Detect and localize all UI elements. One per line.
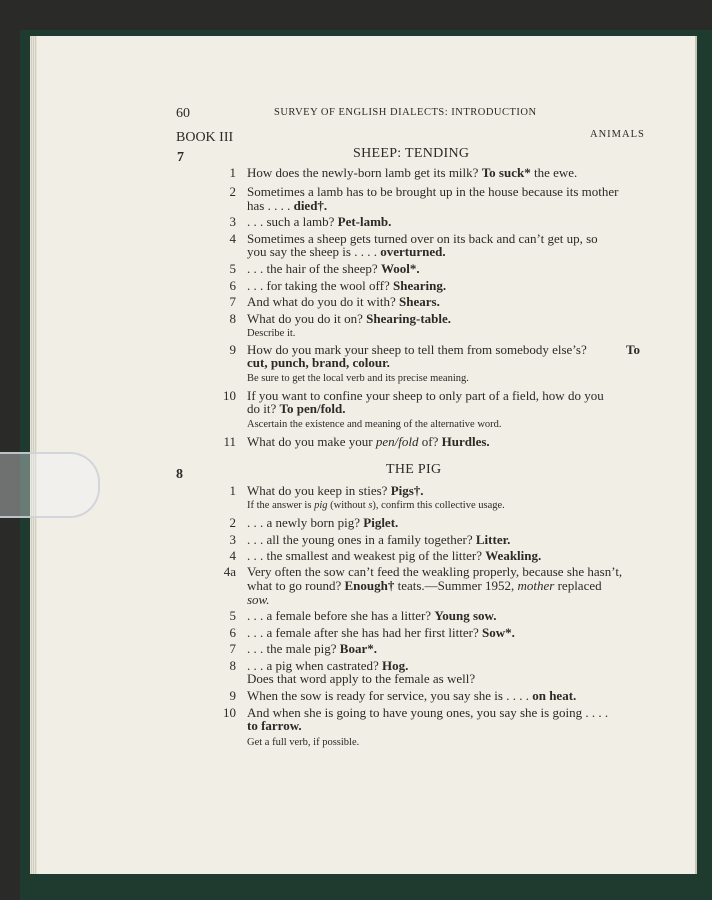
question-text: How do you mark your sheep to tell them from somebody else’s? bbox=[247, 342, 587, 357]
question-number: 6 bbox=[229, 278, 236, 293]
question-number: 4 bbox=[229, 548, 236, 563]
question-text: Does that word apply to the female as well? bbox=[247, 671, 476, 686]
question-text: what to go round? Enough† teats.—Summer 1952, mother replaced bbox=[247, 578, 602, 593]
section-title: THE PIG bbox=[386, 462, 442, 477]
question-note: Describe it. bbox=[247, 328, 296, 339]
page-clip bbox=[0, 452, 100, 518]
question-number: 11 bbox=[223, 434, 236, 449]
question-number: 1 bbox=[229, 483, 236, 498]
question-text: Very often the sow can’t feed the weakling properly, because she hasn’t, bbox=[247, 564, 623, 579]
page bbox=[36, 36, 696, 874]
question-text: . . . a pig when castrated? Hog. bbox=[247, 658, 409, 673]
question-text: And when she is going to have young ones, you say she is going . . . . bbox=[247, 705, 609, 720]
question-number: 6 bbox=[229, 625, 236, 640]
question-number: 4a bbox=[223, 564, 236, 579]
question-number: 10 bbox=[223, 388, 236, 403]
question-number: 5 bbox=[229, 261, 236, 276]
question-text: When the sow is ready for service, you say she is . . . . on heat. bbox=[247, 688, 577, 703]
question-text: How does the newly-born lamb get its milk? To suck* the ewe. bbox=[247, 165, 578, 180]
question-number: 2 bbox=[229, 184, 236, 199]
question-number: 7 bbox=[229, 641, 236, 656]
question-text: has . . . . died†. bbox=[247, 198, 328, 213]
question-text: Sometimes a lamb has to be brought up in the house because its mother bbox=[247, 184, 619, 199]
page-number: 60 bbox=[176, 106, 190, 121]
answer-text: to farrow. bbox=[247, 718, 302, 733]
question-text: . . . a female before she has a litter? Young sow. bbox=[247, 608, 497, 623]
answer-text: To bbox=[626, 342, 640, 357]
question-number: 9 bbox=[229, 688, 236, 703]
question-text: . . . a newly born pig? Piglet. bbox=[247, 515, 399, 530]
question-text: . . . a female after she has had her first litter? Sow*. bbox=[247, 625, 515, 640]
question-text: do it? To pen/fold. bbox=[247, 401, 346, 416]
question-note: If the answer is pig (without s), confirm this collective usage. bbox=[247, 500, 505, 511]
section-title: SHEEP: TENDING bbox=[353, 146, 470, 161]
question-number: 3 bbox=[229, 532, 236, 547]
question-text: . . . all the young ones in a family together? Litter. bbox=[247, 532, 511, 547]
question-text: And what do you do it with? Shears. bbox=[247, 294, 440, 309]
book-label: BOOK III bbox=[176, 130, 234, 145]
question-number: 10 bbox=[223, 705, 236, 720]
question-text: . . . such a lamb? Pet-lamb. bbox=[247, 214, 392, 229]
question-text: . . . the male pig? Boar*. bbox=[247, 641, 377, 656]
gutter-shadow bbox=[695, 36, 697, 874]
section-number: 7 bbox=[177, 150, 184, 165]
question-text: . . . for taking the wool off? Shearing. bbox=[247, 278, 447, 293]
question-number: 1 bbox=[229, 165, 236, 180]
question-number: 8 bbox=[229, 658, 236, 673]
answer-text: cut, punch, brand, colour. bbox=[247, 355, 390, 370]
question-number: 5 bbox=[229, 608, 236, 623]
question-text: What do you keep in sties? Pigs†. bbox=[247, 483, 424, 498]
question-text: . . . the hair of the sheep? Wool*. bbox=[247, 261, 420, 276]
question-number: 9 bbox=[229, 342, 236, 357]
question-text: If you want to confine your sheep to only part of a field, how do you bbox=[247, 388, 604, 403]
question-note: Ascertain the existence and meaning of the alternative word. bbox=[247, 419, 502, 430]
question-text: Sometimes a sheep gets turned over on its back and can’t get up, so bbox=[247, 231, 598, 246]
question-number: 2 bbox=[229, 515, 236, 530]
running-title: SURVEY OF ENGLISH DIALECTS: INTRODUCTION bbox=[274, 107, 537, 118]
section-label: ANIMALS bbox=[590, 129, 645, 140]
question-number: 8 bbox=[229, 311, 236, 326]
question-text: you say the sheep is . . . . overturned. bbox=[247, 244, 446, 259]
question-number: 4 bbox=[229, 231, 236, 246]
question-text: sow. bbox=[247, 592, 270, 607]
question-text: . . . the smallest and weakest pig of the litter? Weakling. bbox=[247, 548, 542, 563]
section-number: 8 bbox=[176, 467, 183, 482]
question-number: 3 bbox=[229, 214, 236, 229]
question-text: What do you do it on? Shearing-table. bbox=[247, 311, 452, 326]
question-text: What do you make your pen/fold of? Hurdles. bbox=[247, 434, 490, 449]
question-note: Be sure to get the local verb and its precise meaning. bbox=[247, 373, 469, 384]
question-number: 7 bbox=[229, 294, 236, 309]
question-note: Get a full verb, if possible. bbox=[247, 737, 360, 748]
